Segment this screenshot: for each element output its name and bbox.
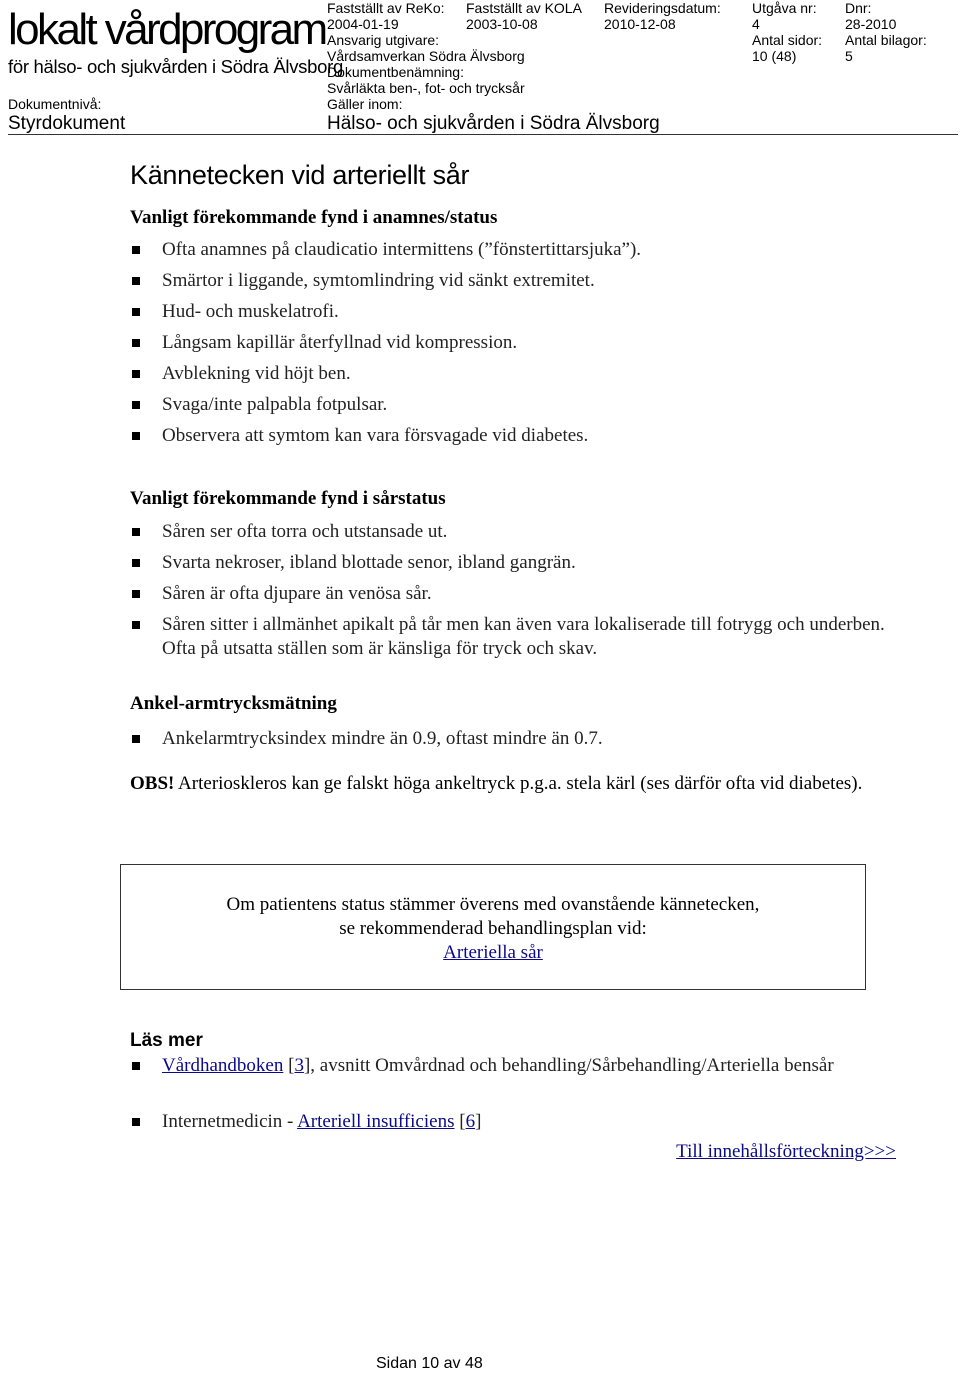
applies-value: Hälso- och sjukvården i Södra Älvsborg [327,113,660,134]
bullet-square-icon [132,621,140,629]
list-item: Svarta nekroser, ibland blottade senor, ibland gangrän. [130,551,890,582]
list-item: Ankelarmtrycksindex mindre än 0.9, oftast mindre än 0.7. [130,727,890,751]
revision-value: 2010-12-08 [604,16,676,32]
reference-3-link[interactable]: 3 [294,1055,304,1076]
attachments-label: Antal bilagor: [845,32,927,48]
section-anamnes-title: Vanligt förekommande fynd i anamnes/status [130,207,498,228]
list-item: Smärtor i liggande, symtomlindring vid sänkt extremitet. [130,269,890,300]
anamnes-list [130,238,890,455]
list-item: Långsam kapillär återfyllnad vid kompression. [130,331,890,362]
sarstatus-list [130,520,890,661]
bullet-square-icon [132,1062,140,1070]
brand-title: lokalt vårdprogram [8,5,326,54]
edition-value: 4 [752,16,760,32]
pages-label: Antal sidor: [752,32,823,48]
publisher-value: Vårdsamverkan Södra Älvsborg [327,48,525,64]
dnr-label: Dnr: [845,0,872,16]
revision-label: Revideringsdatum: [604,0,721,16]
arteriella-sar-link[interactable]: Arteriella sår [443,942,543,963]
doc-name-label: Dokumentbenämning: [327,64,464,80]
bullet-square-icon [132,590,140,598]
page-number: Sidan 10 av 48 [376,1355,483,1372]
bullet-square-icon [132,277,140,285]
obs-note [130,772,890,796]
obs-label: OBS! [130,773,175,794]
list-item: Observera att symtom kan vara försvagade vid diabetes. [130,424,890,455]
read-more-list [130,1054,890,1134]
bullet-square-icon [132,528,140,536]
doc-level-value: Styrdokument [8,113,126,134]
list-item: Svaga/inte palpabla fotpulsar. [130,393,890,424]
callout-line-1: Om patientens status stämmer överens med ovanstående kännetecken, [226,894,760,915]
established-reko-value: 2004-01-19 [327,16,399,32]
established-kola-label: Fastställt av KOLA [466,0,582,16]
read-more-title: Läs mer [130,1030,203,1051]
bullet-square-icon [132,1118,140,1126]
bullet-square-icon [132,246,140,254]
doc-name-value: Svårläkta ben-, fot- och trycksår [327,80,525,96]
bullet-square-icon [132,308,140,316]
bullet-square-icon [132,432,140,440]
bullet-square-icon [132,735,140,743]
list-item: Såren sitter i allmänhet apikalt på tår men kan även vara lokaliserade till fotrygg och underben. Ofta på utsatta ställen som är känsliga för tryck och skav. [130,613,890,661]
section-sarstatus-title: Vanligt förekommande fynd i sårstatus [130,488,446,509]
applies-label: Gäller inom: [327,96,403,112]
list-item: Internetmedicin - Arteriell insufficiens [6] [130,1110,890,1134]
bullet-square-icon [132,559,140,567]
recommendation-box [120,864,866,990]
obs-text: Arterioskleros kan ge falskt höga ankeltryck p.g.a. stela kärl (ses därför ofta vid diabetes). [174,773,863,794]
reference-6-link[interactable]: 6 [465,1111,476,1132]
page-title: Kännetecken vid arteriellt sår [130,160,470,190]
pages-value: 10 (48) [752,48,797,64]
established-kola-value: 2003-10-08 [466,16,538,32]
ankel-list [130,727,890,751]
established-reko-label: Fastställt av ReKo: [327,0,445,16]
list-item: Såren är ofta djupare än venösa sår. [130,582,890,613]
brand-subtitle: för hälso- och sjukvården i Södra Älvsborg [8,56,343,77]
list-item: Ofta anamnes på claudicatio intermittens (”fönstertittarsjuka”). [130,238,890,269]
list-item: Avblekning vid höjt ben. [130,362,890,393]
arteriell-insufficiens-link[interactable]: Arteriell insufficiens [297,1111,455,1132]
list-item: Hud- och muskelatrofi. [130,300,890,331]
bullet-square-icon [132,370,140,378]
edition-label: Utgåva nr: [752,0,817,16]
bullet-square-icon [132,401,140,409]
callout-line-2: se rekommenderad behandlingsplan vid: [339,918,647,939]
vardhandboken-link[interactable]: Vårdhandboken [162,1055,284,1076]
section-ankel-title: Ankel-armtrycksmätning [130,693,337,714]
list-item: Vårdhandboken [3], avsnitt Omvårdnad och behandling/Sårbehandling/Arteriella bensår [130,1054,890,1110]
attachments-value: 5 [845,48,853,64]
doc-level-label: Dokumentnivå: [8,96,102,112]
publisher-label: Ansvarig utgivare: [327,32,440,48]
toc-link[interactable]: Till innehållsförteckning>>> [676,1141,896,1162]
list-item: Såren ser ofta torra och utstansade ut. [130,520,890,551]
dnr-value: 28-2010 [845,16,897,32]
header-divider [8,134,958,135]
bullet-square-icon [132,339,140,347]
